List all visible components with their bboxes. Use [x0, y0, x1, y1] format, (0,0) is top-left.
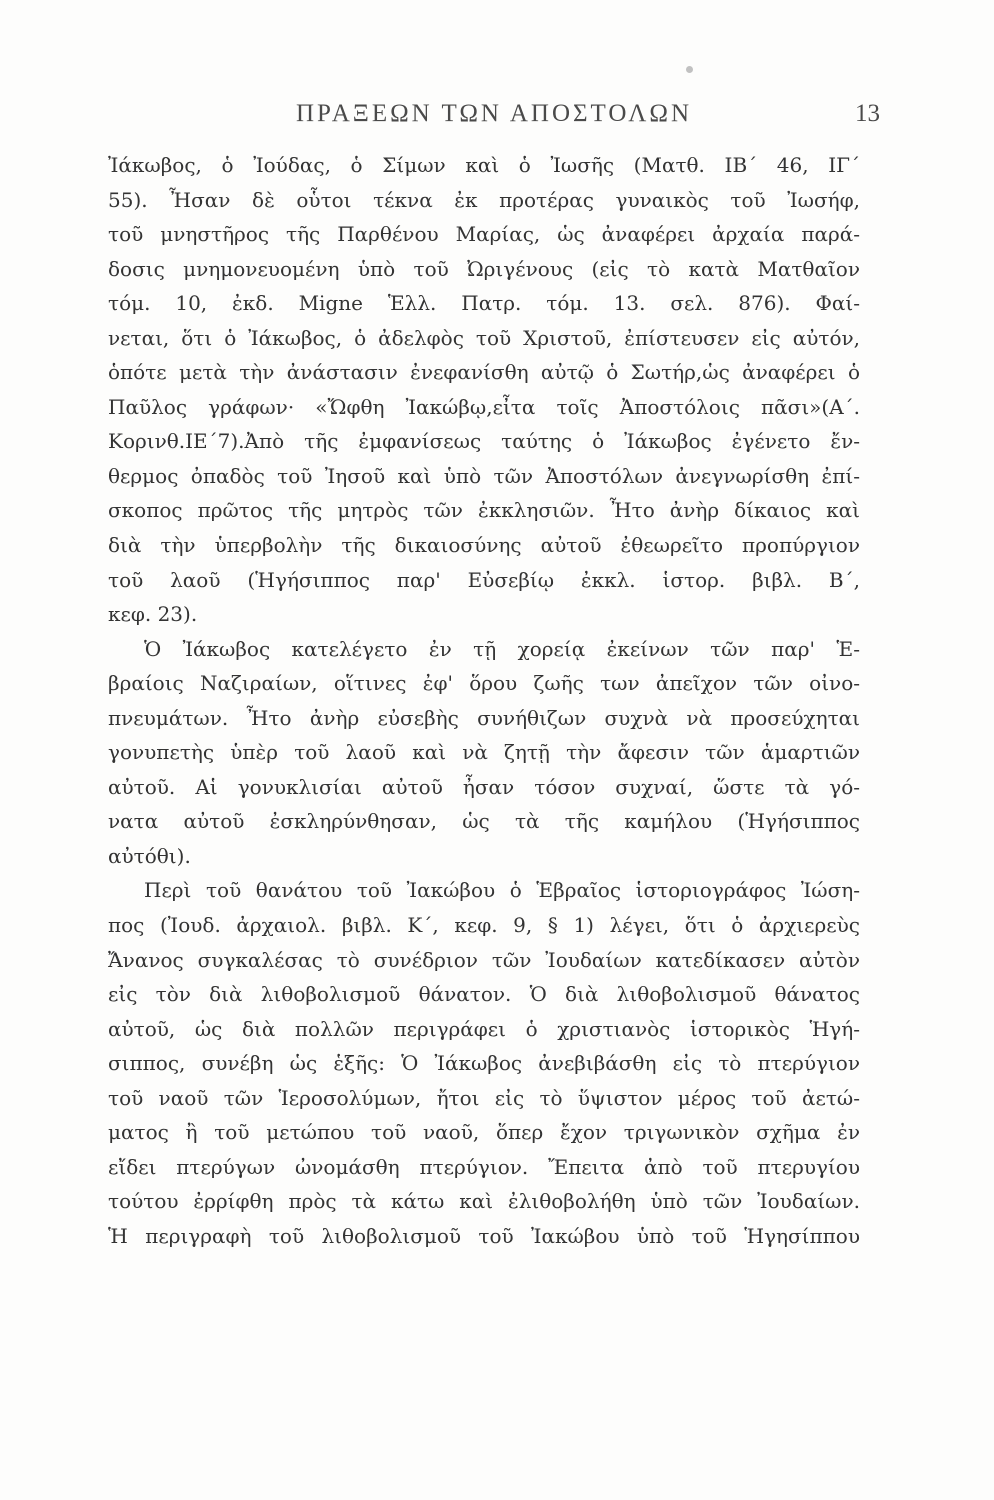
text-line: Ἡ περιγραφὴ τοῦ λιθοβολισμοῦ τοῦ Ἰακώβου ὑπὸ τοῦ Ἡγησίππου: [108, 1223, 860, 1248]
page-header: [108, 100, 880, 136]
text-line: διὰ τὴν ὑπερβολὴν τῆς δικαιοσύνης αὐτοῦ ἐθεωρεῖτο προπύργιον: [108, 533, 860, 558]
text-line: νατα αὐτοῦ ἐσκληρύνθησαν, ὡς τὰ τῆς καμήλου (Ἡγήσιππος: [108, 809, 860, 834]
text-line: νεται, ὅτι ὁ Ἰάκωβος, ὁ ἀδελφὸς τοῦ Χριστοῦ, ἐπίστευσεν εἰς αὐτόν,: [108, 325, 860, 350]
text-line: κεφ. 23).: [108, 602, 198, 627]
text-line: ματος ἢ τοῦ μετώπου τοῦ ναοῦ, ὅπερ ἔχον τριγωνικὸν σχῆμα ἐν: [108, 1120, 860, 1145]
text-line: Κορινθ.ΙΕ΄7).Ἀπὸ τῆς ἐμφανίσεως ταύτης ὁ Ἰάκωβος ἐγένετο ἔν-: [108, 429, 860, 454]
text-line: τόμ. 10, ἐκδ. Migne Ἑλλ. Πατρ. τόμ. 13. σελ. 876). Φαί-: [108, 291, 860, 316]
text-line: τούτου ἐρρίφθη πρὸς τὰ κάτω καὶ ἐλιθοβολήθη ὑπὸ τῶν Ἰουδαίων.: [108, 1189, 860, 1214]
text-line: σκοπος πρῶτος τῆς μητρὸς τῶν ἐκκλησιῶν. Ἦτο ἀνὴρ δίκαιος καὶ: [108, 498, 860, 523]
text-line: θερμος ὀπαδὸς τοῦ Ἰησοῦ καὶ ὑπὸ τῶν Ἀποστόλων ἀνεγνωρίσθη ἐπί-: [108, 463, 860, 488]
ink-speck: [686, 66, 693, 73]
text-line: βραίοις Ναζιραίων, οἵτινες ἐφ' ὅρου ζωῆς των ἀπεῖχον τῶν οἰνο-: [108, 671, 860, 696]
text-line: δοσις μνημονευομένη ὑπὸ τοῦ Ὠριγένους (εἰς τὸ κατὰ Ματθαῖον: [108, 256, 860, 281]
text-line: πνευμάτων. Ἦτο ἀνὴρ εὐσεβὴς συνήθιζων συχνὰ νὰ προσεύχηται: [108, 705, 860, 730]
text-line: εἰς τὸν διὰ λιθοβολισμοῦ θάνατον. Ὁ διὰ λιθοβολισμοῦ θάνατος: [108, 982, 860, 1007]
text-line: Περὶ τοῦ θανάτου τοῦ Ἰακώβου ὁ Ἑβραῖος ἱστοριογράφος Ἰώση-: [144, 878, 860, 903]
text-line: Ἰάκωβος, ὁ Ἰούδας, ὁ Σίμων καὶ ὁ Ἰωσῆς (Ματθ. ΙΒ΄ 46, ΙΓ΄: [108, 153, 860, 177]
text-line: Ὁ Ἰάκωβος κατελέγετο ἐν τῇ χορείᾳ ἐκείνων τῶν παρ' Ἑ-: [144, 636, 860, 661]
text-line: τοῦ λαοῦ (Ἡγήσιππος παρ' Εὐσεβίῳ ἐκκλ. ἱστορ. βιβλ. Β΄,: [108, 567, 860, 592]
text-line: τοῦ ναοῦ τῶν Ἱεροσολύμων, ἤτοι εἰς τὸ ὕψιστον μέρος τοῦ ἀετώ-: [108, 1085, 860, 1110]
running-title: ΠΡΑΞΕΩΝ ΤΩΝ ΑΠΟΣΤΟΛΩΝ: [296, 100, 692, 127]
text-line: αὐτόθι).: [108, 843, 191, 868]
text-line: Παῦλος γράφων· «Ὤφθη Ἰακώβῳ,εἶτα τοῖς Ἀποστόλοις πᾶσι»(Α΄.: [108, 394, 860, 419]
text-line: ὁπότε μετὰ τὴν ἀνάστασιν ἐνεφανίσθη αὐτῷ ὁ Σωτήρ,ὡς ἀναφέρει ὁ: [108, 360, 860, 385]
text-line: εἴδει πτερύγων ὠνομάσθη πτερύγιον. Ἔπειτα ἀπὸ τοῦ πτερυγίου: [108, 1154, 860, 1179]
text-line: πος (Ἰουδ. ἀρχαιολ. βιβλ. Κ΄, κεφ. 9, § 1) λέγει, ὅτι ὁ ἀρχιερεὺς: [108, 913, 860, 938]
text-line: τοῦ μνηστῆρος τῆς Παρθένου Μαρίας, ὡς ἀναφέρει ἀρχαία παρά-: [108, 222, 860, 247]
text-line: 55). Ἦσαν δὲ οὗτοι τέκνα ἐκ προτέρας γυναικὸς τοῦ Ἰωσήφ,: [108, 187, 860, 212]
text-line: Ἄνανος συγκαλέσας τὸ συνέδριον τῶν Ἰουδαίων κατεδίκασεν αὐτὸν: [108, 947, 860, 972]
text-line: γονυπετὴς ὑπὲρ τοῦ λαοῦ καὶ νὰ ζητῇ τὴν ἄφεσιν τῶν ἁμαρτιῶν: [108, 740, 860, 765]
text-line: αὐτοῦ. Αἱ γονυκλισίαι αὐτοῦ ἦσαν τόσον συχναί, ὥστε τὰ γό-: [108, 774, 860, 799]
body-text: [108, 148, 860, 1254]
text-line: αὐτοῦ, ὡς διὰ πολλῶν περιγράφει ὁ χριστιανὸς ἱστορικὸς Ἡγή-: [108, 1016, 860, 1041]
text-line: σιππος, συνέβη ὡς ἑξῆς: Ὁ Ἰάκωβος ἀνεβιβάσθη εἰς τὸ πτερύγιον: [108, 1051, 860, 1076]
page-number: 13: [855, 100, 880, 127]
